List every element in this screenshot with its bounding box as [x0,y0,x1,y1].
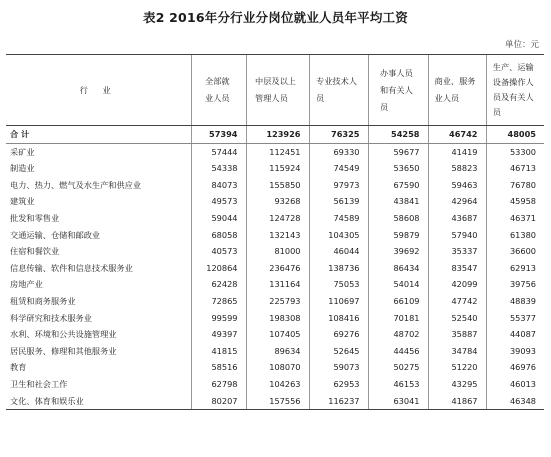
header-managers-label: 中层及以上管理人员 [255,76,296,103]
row-label: 居民服务、修理和其他服务业 [10,345,117,356]
header-all-employees [191,55,246,126]
header-clerical [368,55,428,126]
cell-value: 58516 [191,359,246,376]
cell-value: 48005 [486,126,544,144]
cell-value: 44456 [368,343,428,360]
row-label: 合 计 [6,126,191,144]
cell-value: 41419 [428,143,486,160]
table-row [6,143,544,160]
cell-value: 52540 [428,310,486,327]
header-production [486,55,544,126]
header-commerce-service-label: 商业、服务业人员 [434,76,476,103]
cell-value: 112451 [246,143,309,160]
table-row [6,160,544,177]
cell-value: 41867 [428,393,486,410]
row-label: 文化、体育和娱乐业 [6,393,191,410]
cell-value: 84073 [191,177,246,194]
row-label: 科学研究和技术服务业 [10,312,92,323]
header-commerce-service [428,55,486,126]
cell-value: 86434 [368,260,428,277]
cell-value: 46976 [486,359,544,376]
cell-value: 80207 [191,393,246,410]
cell-value: 63041 [368,393,428,410]
header-technical-label: 专业技术人员 [316,76,357,103]
table-row [6,393,544,410]
wage-table [6,54,544,410]
cell-value: 97973 [309,177,368,194]
cell-value: 198308 [246,310,309,327]
cell-value: 76325 [309,126,368,144]
cell-value: 49397 [191,326,246,343]
table-row [6,260,544,277]
cell-value: 131164 [246,276,309,293]
cell-value: 43841 [368,193,428,210]
cell-value: 35337 [428,243,486,260]
cell-value: 36600 [486,243,544,260]
cell-value: 69276 [309,326,368,343]
cell-value: 67590 [368,177,428,194]
table-row [6,343,544,360]
table-row [6,243,544,260]
header-industry-label: 行 业 [79,84,117,95]
cell-value: 116237 [309,393,368,410]
table-row-total [6,126,544,144]
cell-value: 83547 [428,260,486,277]
row-label: 教育 [10,362,27,373]
cell-value: 123926 [246,126,309,144]
header-row [6,55,544,126]
cell-value: 68058 [191,227,246,244]
cell-value: 42964 [428,193,486,210]
table-row [6,326,544,343]
cell-value: 46348 [486,393,544,410]
cell-value: 46013 [486,376,544,393]
table-row [6,177,544,194]
cell-value: 56139 [309,193,368,210]
cell-value: 62953 [309,376,368,393]
row-label: 建筑业 [10,196,35,207]
cell-value: 74549 [309,160,368,177]
header-industry [6,55,191,126]
row-label: 电力、热力、燃气及水生产和供应业 [10,179,142,190]
row-label: 租赁和商务服务业 [10,295,76,306]
header-technical [309,55,368,126]
cell-value: 108416 [309,310,368,327]
cell-value: 52645 [309,343,368,360]
cell-value: 39093 [486,343,544,360]
cell-value: 89634 [246,343,309,360]
header-all-employees-label: 全部就业人员 [205,76,230,103]
cell-value: 48839 [486,293,544,310]
header-managers [246,55,309,126]
cell-value: 62798 [191,376,246,393]
cell-value: 46153 [368,376,428,393]
cell-value: 47742 [428,293,486,310]
cell-value: 124728 [246,210,309,227]
table-row [6,210,544,227]
cell-value: 53300 [486,143,544,160]
cell-value: 108070 [246,359,309,376]
cell-value: 74589 [309,210,368,227]
unit-label: 单位：元 [504,40,539,50]
header-production-label: 生产、运输设备操作人员及有关人员 [492,62,534,117]
cell-value: 57940 [428,227,486,244]
row-label: 制造业 [10,163,35,174]
cell-value: 61380 [486,227,544,244]
cell-value: 59044 [191,210,246,227]
row-label: 住宿和餐饮业 [10,246,60,257]
row-label: 房地产业 [10,279,43,290]
cell-value: 93268 [246,193,309,210]
cell-value: 59677 [368,143,428,160]
cell-value: 50275 [368,359,428,376]
cell-value: 81000 [246,243,309,260]
cell-value: 41815 [191,343,246,360]
cell-value: 62913 [486,260,544,277]
header-clerical-label: 办事人员和有关人员 [380,67,413,112]
cell-value: 42099 [428,276,486,293]
cell-value: 49573 [191,193,246,210]
cell-value: 59879 [368,227,428,244]
cell-value: 54258 [368,126,428,144]
table-row [6,376,544,393]
cell-value: 115924 [246,160,309,177]
cell-value: 155850 [246,177,309,194]
cell-value: 46742 [428,126,486,144]
cell-value: 43295 [428,376,486,393]
cell-value: 104305 [309,227,368,244]
table-row [6,310,544,327]
cell-value: 157556 [246,393,309,410]
cell-value: 110697 [309,293,368,310]
cell-value: 62428 [191,276,246,293]
cell-value: 120864 [191,260,246,277]
row-label: 交通运输、仓储和邮政业 [10,229,101,240]
cell-value: 45958 [486,193,544,210]
cell-value: 39692 [368,243,428,260]
cell-value: 138736 [309,260,368,277]
cell-value: 225793 [246,293,309,310]
table-row [6,193,544,210]
cell-value: 54014 [368,276,428,293]
row-label: 批发和零售业 [10,212,60,223]
cell-value: 48702 [368,326,428,343]
cell-value: 59463 [428,177,486,194]
cell-value: 46371 [486,210,544,227]
cell-value: 40573 [191,243,246,260]
cell-value: 75053 [309,276,368,293]
table-row [6,359,544,376]
cell-value: 46713 [486,160,544,177]
cell-value: 72865 [191,293,246,310]
row-label: 信息传输、软件和信息技术服务业 [10,262,133,273]
table-title: 表2 2016年分行业分岗位就业人员年平均工资 [143,10,408,25]
cell-value: 58823 [428,160,486,177]
cell-value: 236476 [246,260,309,277]
cell-value: 53650 [368,160,428,177]
row-label: 卫生和社会工作 [10,378,68,389]
cell-value: 107405 [246,326,309,343]
cell-value: 59073 [309,359,368,376]
cell-value: 43687 [428,210,486,227]
cell-value: 99599 [191,310,246,327]
cell-value: 34784 [428,343,486,360]
table-row [6,227,544,244]
cell-value: 54338 [191,160,246,177]
cell-value: 132143 [246,227,309,244]
cell-value: 104263 [246,376,309,393]
cell-value: 44087 [486,326,544,343]
cell-value: 39756 [486,276,544,293]
cell-value: 51220 [428,359,486,376]
cell-value: 35887 [428,326,486,343]
table-row [6,276,544,293]
cell-value: 69330 [309,143,368,160]
row-label: 水利、环境和公共设施管理业 [10,329,117,340]
cell-value: 58608 [368,210,428,227]
cell-value: 70181 [368,310,428,327]
table-row [6,293,544,310]
cell-value: 57444 [191,143,246,160]
cell-value: 57394 [191,126,246,144]
cell-value: 66109 [368,293,428,310]
cell-value: 76780 [486,177,544,194]
cell-value: 55377 [486,310,544,327]
cell-value: 46044 [309,243,368,260]
row-label: 采矿业 [10,146,35,157]
